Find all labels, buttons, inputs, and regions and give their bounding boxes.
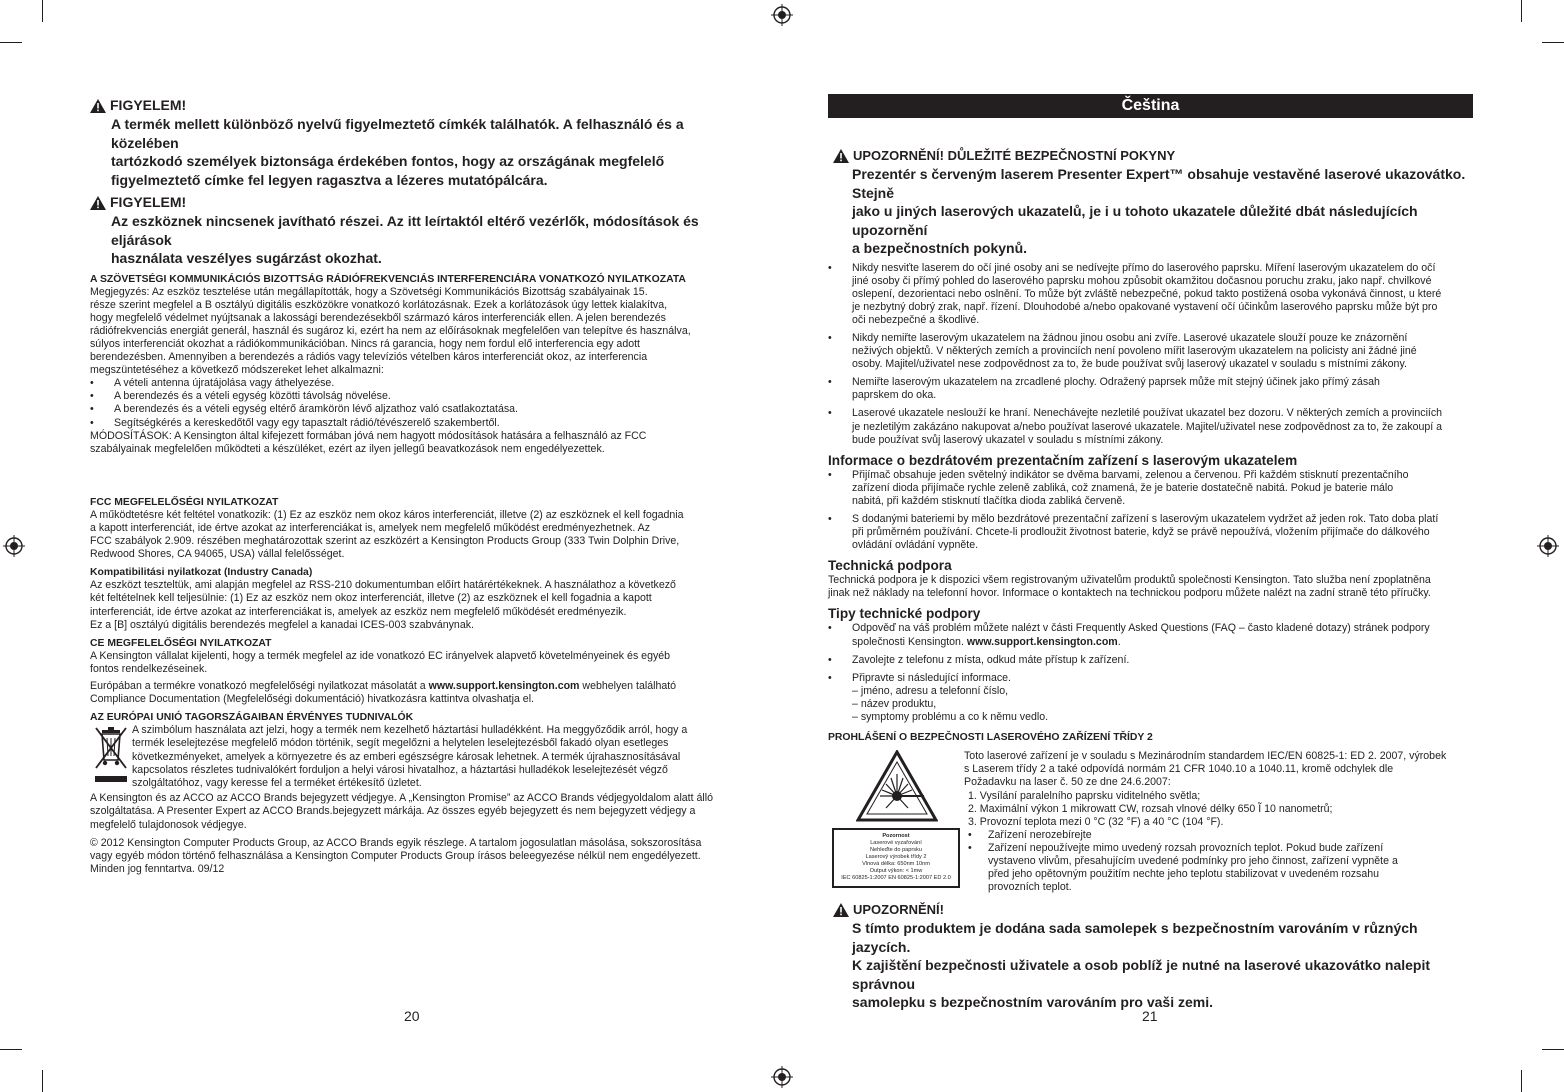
- support-link[interactable]: www.support.kensington.com: [428, 680, 580, 693]
- trademark-text: A Kensington és az ACCO az ACCO Brands bejegyzett védjegye. A „Kensington Promise” az ACCO Brands védjegyoldalom alatt álló szolgáltatása. A Presenter Expert az ACCO Brands.bejegyzett márkája. Az összes egyéb bejegyzett és nem bejegyzett védjegy a megfelelő tulajdonosok védjegye.: [90, 792, 714, 831]
- list-item: • A vételi antenna újratájolása vagy áthelyezése.: [90, 377, 335, 390]
- registration-mark-icon: [771, 1066, 793, 1088]
- list-item: • Přijímač obsahuje jeden světelný indikátor se dvěma barvami, zelenou a červenou. Při každém stisknutí prezentačního zařízení dioda přijímače rychle zeleně zabliká, což znamená, že je baterie dostatečně nabitá. Pokud je baterie málo nabitá, při každém stisknutí tlačítka dioda zabliká červeně.: [828, 468, 1409, 507]
- fcc-conformity-text: A működtetésre két feltétel vonatkozik: (1) Ez az eszköz nem okoz káros interferenciát, illetve (2) az eszköznek el kell fogadnia a kapott interferenciát, ide értve azokat az interferenciákat is, amelyek nem megfelelő működést eredményezhetnek. Az FCC szabályok 2.909. részében meghatározottak szerint az eszközért a Kensington Products Group (333 Twin Dolphin Drive, Redwood Shores, CA 94065, USA) vállal felelősséget.: [90, 508, 684, 561]
- class2-block: [828, 750, 1473, 894]
- laser-labels: [828, 750, 964, 890]
- battery-heading: Informace o bezdrátovém prezentačním zařízení s laserovým ukazatelem: [828, 452, 1298, 468]
- laser-class-label: Pozornost Laserové vyzařování Nehleďte do paprsku Laserový výrobek třídy 2 Vlnová délka: 650nm 10nm Output výkon: < 1mw IEC 60825-1:2007 EN 60825-1:2007 ED 2.0: [832, 828, 960, 888]
- list-item: • Zavolejte z telefonu z místa, odkud máte přístup k zařízení.: [828, 653, 1130, 666]
- left-page: [90, 96, 750, 876]
- registration-mark-icon: [771, 4, 793, 26]
- list-item: • Odpověď na váš problém můžete nalézt v části Frequently Asked Questions (FAQ – často kladené dotazy) stránek podpory společnosti Kensington. www.support.kensington.com.: [828, 622, 1430, 648]
- page-number: 20: [404, 1008, 420, 1024]
- list-item: • S dodanými bateriemi by mělo bezdrátové prezentační zařízení s laserovým ukazatelem vydržet až jeden rok. Tato doba platí při průměrném používání. Chcete-li prodloužit životnost baterie, když se právě nepoužívá, vložením přijímače do dálkového ovládání ovládání vypněte.: [828, 513, 1439, 552]
- crop-mark: [0, 1049, 22, 1050]
- crop-mark: [42, 0, 43, 22]
- warning-triangle-icon: [833, 903, 849, 917]
- crop-mark: [42, 1070, 43, 1092]
- support-link[interactable]: www.support.kensington.com: [966, 635, 1118, 648]
- copyright-text: © 2012 Kensington Computer Products Group, az ACCO Brands egyik részlege. A tartalom jogosulatlan másolása, sokszorosítása vagy egyéb módon történő felhasználása a Kensington Computer Products Group írásos beleegyezése nélkül nem engedélyezett. Minden jog fenntartva. 09/12: [90, 836, 702, 875]
- right-page: [828, 146, 1473, 1012]
- support-heading: Technická podpora: [828, 558, 952, 574]
- list-item: • Nikdy nemiřte laserovým ukazatelem na žádnou jinou osobu ani zvíře. Laserové ukazatele slouží pouze ke znázornění neživých objektů. V některých zemích a provinciích není povoleno mířit laserovým ukazatelem na policisty ani žádné jiné osoby. Majitel/uživatel nese zodpovědnost za to, že bude používat svůj laserový ukazatel v souladu s místními zákony.: [828, 331, 1417, 371]
- list-item: • A berendezés és a vételi egység eltérő áramkörön lévő aljzathoz való csatlakoztatása.: [90, 403, 518, 416]
- language-bar: Čeština: [828, 94, 1473, 118]
- fcc-rf-heading: A SZÖVETSÉGI KOMMUNIKÁCIÓS BIZOTTSÁG RÁDIÓFREKVENCIÁS INTERFERENCIÁRA VONATKOZÓ NYILATKOZATA: [90, 273, 686, 285]
- list-item: • Zařízení nepoužívejte mimo uvedený rozsah provozních teplot. Pokud bude zařízení vystaveno vlivům, přesahujícím uvedené podmínky pro jeho činnost, zařízení vypněte a před jeho opětovným použitím nechte jeho teplotu stabilizovat v uvedeném rozsahu provozních teplot.: [968, 841, 1398, 894]
- industry-canada-heading: Kompatibilitási nyilatkozat (Industry Canada): [90, 567, 313, 579]
- warning-text: A termék mellett különböző nyelvű figyelmeztető címkék találhatók. A felhasználó és a közelében tartózkodó személyek biztonsága érdekében fontos, hogy az országának megfelelő figyelmeztető címke fel legyen ragasztva a lézeres mutatópálcára.: [111, 116, 684, 188]
- eu-heading: AZ EURÓPAI UNIÓ TAGORSZÁGAIBAN ÉRVÉNYES TUDNIVALÓK: [90, 712, 414, 724]
- ce-heading: CE MEGFELELŐSÉGI NYILATKOZAT: [90, 637, 272, 649]
- class2-heading: PROHLÁŠENÍ O BEZPEČNOSTI LASEROVÉHO ZAŘÍZENÍ TŘÍDY 2: [828, 732, 1153, 744]
- list-item: • Zařízení nerozebírejte: [968, 828, 1092, 841]
- support-text: Technická podpora je k dispozici všem registrovaným uživatelům produktů společnosti Kensington. Tato služba není zpoplatněna jinak než náklady na telefonní hovor. Informace o kontaktech na technickou podporu můžete nalézt na zadní straně této příručky.: [828, 574, 1431, 600]
- list-item: • Laserové ukazatele neslouží ke hraní. Nenechávejte nezletilé používat ukazatel bez dozoru. V některých zemích a provinciích je nezletilým zakázáno nakupovat a/nebo používat laserové ukazatele. Majitel/uživatel nese zodpovědnost za to, že zakoupí a bude používat svůj laserový ukazatel v souladu s místními zákony.: [828, 407, 1443, 446]
- modifications-text: MÓDOSÍTÁSOK: A Kensington által kifejezett formában jóvá nem hagyott módosítások hatására a felhasználó az FCC szabályainak megfelelően működteti a készüléket, ezért az ilyen jellegű beavatkozások nem engedélyezettek.: [90, 429, 647, 455]
- crop-mark: [0, 42, 22, 43]
- warning-text: Prezentér s červeným laserem Presenter Expert™ obsahuje vestavěné laserové ukazovátko. Stejně jako u jiných laserových ukazatelů, je i u tohoto ukazatele důležité dbát následujících upozornění a bezpečnostních pokynů.: [852, 166, 1466, 256]
- laser-hazard-icon: [856, 750, 938, 822]
- warning-heading: FIGYELEM!: [90, 96, 750, 115]
- fcc-rf-text: Megjegyzés: Az eszköz tesztelése után megállapították, hogy a Szövetségi Kommunikációs Bizottság szabályainak 15. része szerint megfelel a B osztályú digitális eszközökre vonatkozó korlátozásnak. Ezek a korlátozások úgy lettek kialakítva, hogy megfelelő védelmet nyújtsanak a lakossági berendezésekből származó káros interferenciák ellen. A jelen berendezés rádiófrekvenciás energiát generál, használ és sugároz ki, ezért ha nem az előírásoknak megfelelően van telepítve és használva, súlyos interferenciát okozhat a rádiókommunikációban. Nincs rá garancia, hogy nem fordul elő interferencia egy adott berendezésben. Amennyiben a berendezés a rádiós vagy televíziós vételben káros interferenciát okoz, az interferencia megszüntetéséhez a következő módszereket lehet alkalmazni:: [90, 285, 691, 377]
- crop-mark: [1542, 42, 1564, 43]
- eu-disposal-block: [90, 724, 750, 792]
- crossed-bin-icon: [90, 724, 132, 792]
- page-number: 21: [1142, 1008, 1158, 1024]
- warning-text: S tímto produktem je dodána sada samolepek s bezpečnostním varováním v různých jazycích. K zajištění bezpečnosti uživatele a osob poblíž je nutné na laserové ukazovátko nalepit správnou samolepku s bezpečnostním varováním pro vaši zemi.: [852, 920, 1431, 1011]
- warning-triangle-icon: [90, 196, 106, 210]
- warning-heading: UPOZORNĚNÍ!: [828, 900, 1473, 919]
- warning-heading: FIGYELEM!: [90, 193, 750, 212]
- warning-text: Az eszköznek nincsenek javítható részei. Az itt leírtaktól eltérő vezérlők, módosítások és eljárások használata veszélyes sugárzást okozhat.: [111, 213, 699, 266]
- warning-triangle-icon: [90, 99, 106, 113]
- list-item: • A berendezés és a vételi egység közötti távolság növelése.: [90, 390, 391, 403]
- list-item: • Nikdy nesviťte laserem do očí jiné osoby ani se nedívejte přímo do laserového paprsku. Míření laserovým ukazatelem do očí jiné osoby či přímý pohled do laserového paprsku mohou způsobit okamžitou dočasnou poruchu zraku, jako např. chvilkové oslepení, dezorientaci nebo oslnění. To může být zvláště nebezpečné, pokud takto postižená osoba vykonává činnost, u které je nezbytný dobrý zrak, např. řízení. Dlouhodobé a/nebo opakované vystavení očí účinkům laserového paprsku může být pro oči nebezpečné a škodlivé.: [828, 261, 1442, 326]
- crop-mark: [1542, 1049, 1564, 1050]
- warning-heading: UPOZORNĚNÍ! DŮLEŽITÉ BEZPEČNOSTNÍ POKYNY: [828, 146, 1473, 165]
- registration-mark-icon: [3, 535, 25, 557]
- list-item: • Segítségkérés a kereskedőtől vagy egy tapasztalt rádió/tévészerelő szakembertől.: [90, 416, 500, 429]
- industry-canada-text: Az eszközt teszteltük, ami alapján megfelel az RSS-210 dokumentumban előírt határértékeknek. A használathoz a következő két feltételnek kell teljesülnie: (1) Ez az eszköz nem okoz interferenciát, illetve (2) az eszköznek el kell fogadnia a kapott interferenciát, ide értve azokat az interferenciákat is, amelyek az eszköz nem megfelelő működését eredményezik. Ez a [B] osztályú digitális berendezés megfelel a kanadai ICES-003 szabványnak.: [90, 579, 676, 631]
- tips-heading: Tipy technické podpory: [828, 606, 981, 622]
- crop-mark: [1521, 0, 1522, 22]
- class2-text: Toto laserové zařízení je v souladu s Mezinárodním standardem IEC/EN 60825-1: ED 2. 2007, výrobek s Laserem třídy 2 a také odpovídá normám 21 CFR 1040.10 a 1040.11, kromě odchylek dle Požadavku na laser č. 50 ze dne 24.6.2007: 1. Vysílání paralelního paprsku viditelného světla; 2. Maximální výkon 1 mikrowatt CW, rozsah vlnové délky 650 Ĩ 10 nanometrů; 3. Provozní teplota mezi 0 °C (32 °F) a 40 °C (104 °F). • Zařízení nerozebírejte • Zařízení nepoužívejte mimo uvedený rozsah provozních teplot. Pokud bude zařízení vystaveno vlivům, přesahujícím uvedené podmínky pro jeho činnost, zařízení vypněte a před jeho opětovným použitím nechte jeho teplotu stabilizovat v uvedeném rozsahu provozních teplot.: [964, 750, 1447, 894]
- registration-mark-icon: [1537, 535, 1559, 557]
- warning-triangle-icon: [833, 149, 849, 163]
- eu-text: A szimbólum használata azt jelzi, hogy a termék nem kezelhető háztartási hulladékként. Ha meggyőződik arról, hogy a termék leselejtezése megfelelő módon történik, segít megelőzni a helytelen leselejtezésből fakadó olyan esetleges következményeket, amelyek a környezetre és az emberi egészségre károsak lehetnek. A termék újrahasznosításával kapcsolatos részletes tudnivalókért forduljon a helyi városi hivatalhoz, a háztartási hulladékok leselejtezését végző szolgáltatóhoz, vagy keresse fel a terméket értékesítő üzletet.: [132, 724, 688, 789]
- ce-text: A Kensington vállalat kijelenti, hogy a termék megfelel az ide vonatkozó EC irányelvek alapvető követelményeinek és egyéb fontos rendelkezéseinek. Európában a termékre vonatkozó megfelelőségi nyilatkozat másolatát a www.support.kensington.com webhelyen található Compliance Documentation (Megfelelőségi dokumentáció) hivatkozásra kattintva olvashatja el.: [90, 649, 677, 706]
- fcc-conformity-heading: FCC MEGFELELŐSÉGI NYILATKOZAT: [90, 496, 279, 508]
- list-item: • Nemiřte laserovým ukazatelem na zrcadlené plochy. Odražený paprsek může mít stejný účinek jako přímý zásah paprskem do oka.: [828, 376, 1380, 402]
- crop-mark: [1521, 1070, 1522, 1092]
- list-item: • Připravte si následující informace. – jméno, adresu a telefonní číslo, – název produktu, – symptomy problému a co k němu vedlo.: [828, 671, 1049, 724]
